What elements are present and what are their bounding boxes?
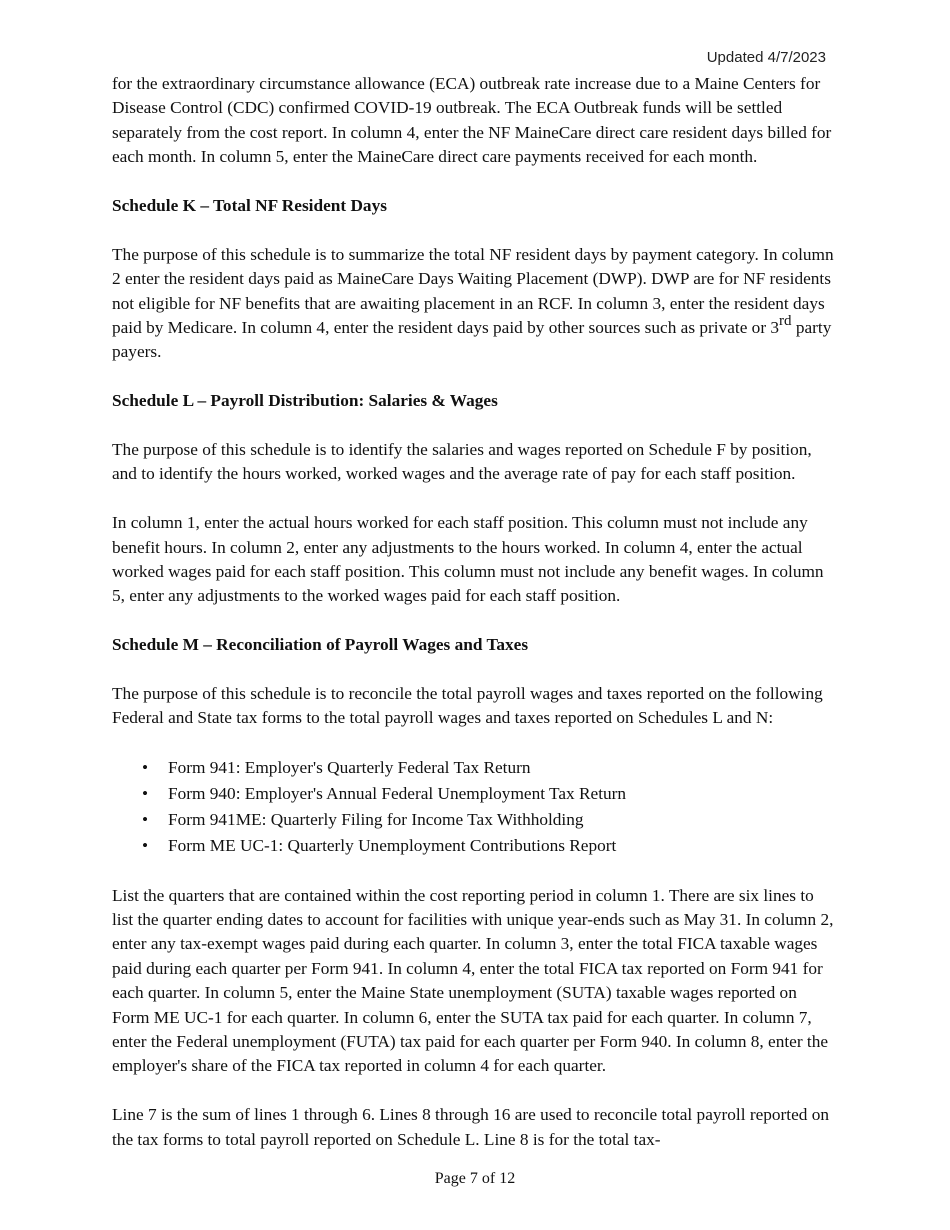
list-item bbox=[142, 807, 834, 833]
list-item-text: Form ME UC-1: Quarterly Unemployment Contributions Report bbox=[168, 836, 617, 856]
schedule-k-text-end: party payers. bbox=[112, 318, 832, 362]
list-item-text: Form 941: Employer's Quarterly Federal Tax Return bbox=[168, 758, 531, 778]
list-item bbox=[142, 755, 834, 781]
schedule-m-instructions: List the quarters that are contained within the cost reporting period in column 1. There are six lines to list the quarter ending dates to account for facilities with unique year-ends such as May 31. In column 2, enter any tax-exempt wages paid during each quarter. In column 3, enter the total FICA taxable wages paid during each quarter per Form 941. In column 4, enter the total FICA tax reported on Form 941 for each quarter. In column 5, enter the Maine State unemployment (SUTA) taxable wages reported on Form ME UC-1 for each quarter. In column 6, enter the SUTA tax paid for each quarter. In column 7, enter the Federal unemployment (FUTA) tax paid for each quarter per Form 940. In column 8, enter the employer's share of the FICA tax reported in column 4 for each quarter. bbox=[112, 885, 834, 1076]
updated-date: Updated 4/7/2023 bbox=[706, 49, 826, 66]
schedule-k-paragraph bbox=[112, 243, 834, 365]
list-item bbox=[142, 833, 834, 859]
intro-paragraph: for the extraordinary circumstance allowance (ECA) outbreak rate increase due to a Maine Centers for Disease Control (CDC) confirmed COVID-19 outbreak. The ECA Outbreak funds will be settled separately from the cost report. In column 4, enter the NF MaineCare direct care resident days billed for each month. In column 5, enter the MaineCare direct care payments received for each month. bbox=[112, 74, 832, 167]
schedule-l-purpose: The purpose of this schedule is to identify the salaries and wages reported on Schedule F by position, and to identify the hours worked, worked wages and the average rate of pay for each staff position. bbox=[112, 440, 812, 484]
schedule-m-purpose: The purpose of this schedule is to reconcile the total payroll wages and taxes reported on the following Federal and State tax forms to the total payroll wages and taxes reported on Schedules L and N: bbox=[112, 684, 823, 728]
page-number: Page 7 of 12 bbox=[434, 1170, 516, 1187]
schedule-l-instructions: In column 1, enter the actual hours worked for each staff position. This column must not include any benefit hours. In column 2, enter any adjustments to the hours worked. In column 4, enter the actual worked wages paid for each staff position. This column must not include any benefit wages. In column 5, enter any adjustments to the worked wages paid for each staff position. bbox=[112, 513, 824, 606]
bullet-icon: • bbox=[142, 836, 149, 856]
schedule-l-heading: Schedule L – Payroll Distribution: Salaries & Wages bbox=[112, 391, 498, 411]
schedule-k-section bbox=[112, 194, 834, 365]
bullet-icon: • bbox=[142, 758, 149, 778]
list-item-text: Form 940: Employer's Annual Federal Unemployment Tax Return bbox=[168, 784, 627, 804]
list-item-text: Form 941ME: Quarterly Filing for Income Tax Withholding bbox=[168, 810, 584, 830]
schedule-l-section bbox=[112, 389, 834, 609]
ordinal-superscript: rd bbox=[779, 313, 792, 330]
bullet-icon: • bbox=[142, 810, 149, 830]
schedule-m-heading: Schedule M – Reconciliation of Payroll Wages and Taxes bbox=[112, 635, 529, 655]
schedule-m-section bbox=[112, 633, 834, 1152]
schedule-m-lines-paragraph: Line 7 is the sum of lines 1 through 6. Lines 8 through 16 are used to reconcile total payroll reported on the tax forms to total payroll reported on Schedule L. Line 8 is for the total tax- bbox=[112, 1105, 830, 1149]
bullet-icon: • bbox=[142, 784, 149, 804]
list-item bbox=[142, 781, 834, 807]
document-body bbox=[112, 72, 834, 1152]
tax-forms-list bbox=[112, 755, 834, 859]
schedule-k-heading: Schedule K – Total NF Resident Days bbox=[112, 196, 387, 216]
schedule-k-text: The purpose of this schedule is to summarize the total NF resident days by payment category. In column 2 enter the resident days paid as MaineCare Days Waiting Placement (DWP). DWP are for NF residents not eligible for NF benefits that are awaiting placement in an RCF. In column 3, enter the resident days paid by Medicare. In column 4, enter the resident days paid by other sources such as private or 3 bbox=[112, 244, 834, 338]
